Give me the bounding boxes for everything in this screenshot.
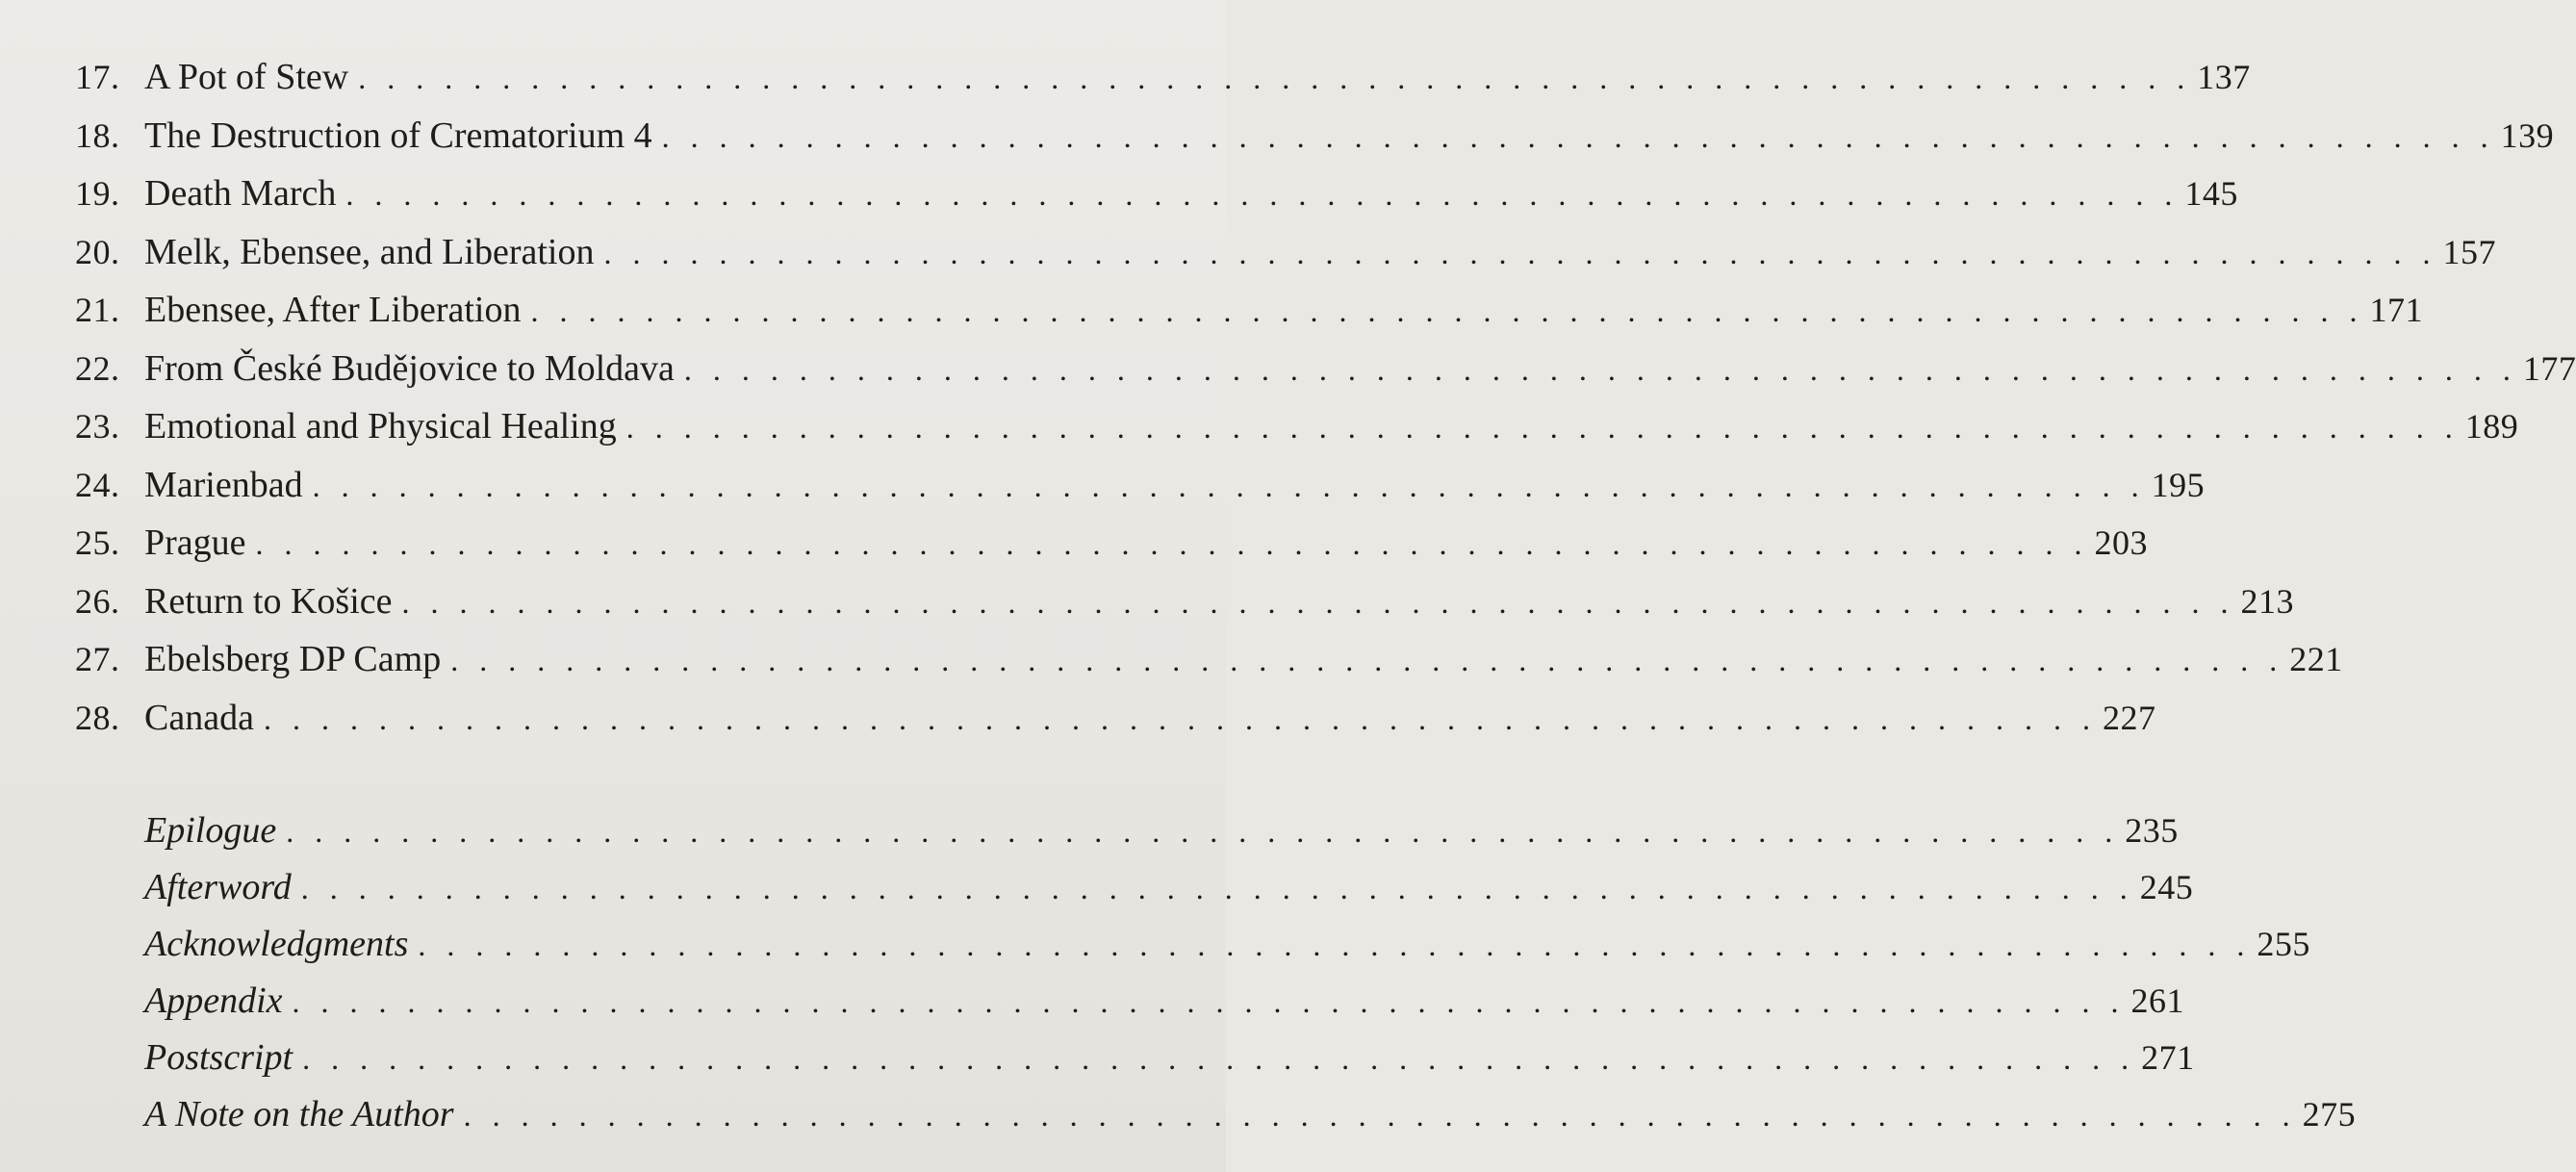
back-matter-title: Afterword <box>144 867 292 907</box>
back-matter-list <box>75 802 2357 1142</box>
dot-leader: . . . . . . . . . . . . . . . . . . . . . . . . . . . . . . . . . . . . . . . . . . . . . . . . . . . . . . . . . . . . . . . . <box>401 584 2235 620</box>
chapter-number: 26. <box>75 581 120 621</box>
chapter-list <box>75 48 2576 747</box>
toc-entry <box>75 858 2194 915</box>
page-number: 261 <box>2130 981 2185 1020</box>
chapter-title: Emotional and Physical Healing <box>144 406 617 446</box>
chapter-title: Ebelsberg DP Camp <box>144 639 442 679</box>
chapter-number: 28. <box>75 698 120 737</box>
toc-entry <box>75 573 2295 631</box>
dot-leader: . . . . . . . . . . . . . . . . . . . . . . . . . . . . . . . . . . . . . . . . . . . . . . . . . . . . . . . . . . . . . . . . <box>263 701 2097 736</box>
back-matter-title: Postscript <box>144 1037 293 1078</box>
chapter-title: From České Budějovice to Moldava <box>144 347 675 389</box>
chapter-title: Canada <box>144 697 254 738</box>
chapter-number: 19. <box>75 174 120 213</box>
chapter-number: 27. <box>75 640 120 678</box>
page-number: 203 <box>2094 523 2149 562</box>
chapter-title: Return to Košice <box>144 580 393 622</box>
dot-leader: . . . . . . . . . . . . . . . . . . . . . . . . . . . . . . . . . . . . . . . . . . . . . . . . . . . . . . . . . . . . . . . . <box>603 235 2437 270</box>
toc-entry <box>75 165 2238 223</box>
toc-entry <box>75 514 2149 573</box>
page-number: 139 <box>2500 115 2555 155</box>
page-number: 189 <box>2464 407 2519 446</box>
back-matter-title: Epilogue <box>144 810 277 851</box>
page-number: 245 <box>2139 868 2194 906</box>
dot-leader: . . . . . . . . . . . . . . . . . . . . . . . . . . . . . . . . . . . . . . . . . . . . . . . . . . . . . . . . . . . . . . . . <box>302 1041 2136 1076</box>
toc-entry <box>75 340 2576 398</box>
chapter-number: 22. <box>75 348 120 388</box>
toc-entry <box>75 48 2251 107</box>
back-matter-title: A Note on the Author <box>144 1094 454 1134</box>
page-number: 171 <box>2369 291 2423 329</box>
page-number: 235 <box>2125 811 2179 850</box>
dot-leader: . . . . . . . . . . . . . . . . . . . . . . . . . . . . . . . . . . . . . . . . . . . . . . . . . . . . . . . . . . . . . . . . <box>292 984 2126 1019</box>
chapter-number: 23. <box>75 407 120 446</box>
chapter-title: Melk, Ebensee, and Liberation <box>144 231 595 272</box>
toc-entry <box>75 281 2423 340</box>
chapter-title: A Pot of Stew <box>144 57 349 97</box>
back-matter-title: Acknowledgments <box>144 924 409 964</box>
chapter-title: Marienbad <box>144 464 303 505</box>
page-number: 255 <box>2257 925 2310 963</box>
dot-leader: . . . . . . . . . . . . . . . . . . . . . . . . . . . . . . . . . . . . . . . . . . . . . . . . . . . . . . . . . . . . . . . . <box>286 814 2120 849</box>
chapter-number: 21. <box>75 291 120 329</box>
dot-leader: . . . . . . . . . . . . . . . . . . . . . . . . . . . . . . . . . . . . . . . . . . . . . . . . . . . . . . . . . . . . . . . . <box>300 871 2134 905</box>
page-number: 213 <box>2240 581 2295 621</box>
page-number: 145 <box>2184 174 2238 213</box>
chapter-number: 18. <box>75 115 120 155</box>
toc-entry <box>75 1085 2357 1142</box>
back-matter-title: Appendix <box>144 981 283 1021</box>
toc-entry <box>75 456 2206 515</box>
page-number: 227 <box>2102 698 2156 737</box>
page-number: 137 <box>2197 58 2251 96</box>
page-number: 271 <box>2141 1038 2195 1077</box>
toc-entry <box>75 223 2496 282</box>
dot-leader: . . . . . . . . . . . . . . . . . . . . . . . . . . . . . . . . . . . . . . . . . . . . . . . . . . . . . . . . . . . . . . . . <box>463 1098 2297 1133</box>
dot-leader: . . . . . . . . . . . . . . . . . . . . . . . . . . . . . . . . . . . . . . . . . . . . . . . . . . . . . . . . . . . . . . . . <box>418 928 2252 962</box>
toc-entry <box>75 802 2179 858</box>
dot-leader: . . . . . . . . . . . . . . . . . . . . . . . . . . . . . . . . . . . . . . . . . . . . . . . . . . . . . . . . . . . . . . . . <box>625 410 2460 445</box>
dot-leader: . . . . . . . . . . . . . . . . . . . . . . . . . . . . . . . . . . . . . . . . . . . . . . . . . . . . . . . . . . . . . . . . <box>358 61 2192 95</box>
page-number: 221 <box>2289 640 2343 678</box>
toc-entry <box>75 1029 2195 1085</box>
dot-leader: . . . . . . . . . . . . . . . . . . . . . . . . . . . . . . . . . . . . . . . . . . . . . . . . . . . . . . . . . . . . . . . . <box>450 643 2284 677</box>
toc-entry <box>75 397 2519 456</box>
chapter-number: 20. <box>75 232 120 271</box>
toc-entry <box>75 915 2310 972</box>
page-number: 275 <box>2302 1095 2357 1134</box>
toc-entry <box>75 630 2343 689</box>
table-of-contents <box>75 48 2576 1142</box>
chapter-title: The Destruction of Crematorium 4 <box>144 115 652 156</box>
dot-leader: . . . . . . . . . . . . . . . . . . . . . . . . . . . . . . . . . . . . . . . . . . . . . . . . . . . . . . . . . . . . . . . . <box>312 468 2146 503</box>
toc-entry <box>75 107 2555 166</box>
chapter-title: Ebensee, After Liberation <box>144 290 522 330</box>
page-number: 177 <box>2522 348 2576 388</box>
dot-leader: . . . . . . . . . . . . . . . . . . . . . . . . . . . . . . . . . . . . . . . . . . . . . . . . . . . . . . . . . . . . . . . . <box>345 177 2180 212</box>
page-number: 157 <box>2442 232 2496 271</box>
chapter-number: 25. <box>75 523 120 562</box>
page-number: 195 <box>2151 465 2206 504</box>
dot-leader: . . . . . . . . . . . . . . . . . . . . . . . . . . . . . . . . . . . . . . . . . . . . . . . . . . . . . . . . . . . . . . . . <box>530 293 2364 328</box>
toc-entry <box>75 689 2156 748</box>
chapter-number: 17. <box>75 58 120 96</box>
chapter-number: 24. <box>75 465 120 504</box>
dot-leader: . . . . . . . . . . . . . . . . . . . . . . . . . . . . . . . . . . . . . . . . . . . . . . . . . . . . . . . . . . . . . . . . <box>661 118 2495 154</box>
dot-leader: . . . . . . . . . . . . . . . . . . . . . . . . . . . . . . . . . . . . . . . . . . . . . . . . . . . . . . . . . . . . . . . . <box>683 351 2517 387</box>
chapter-title: Prague <box>144 522 246 563</box>
toc-entry <box>75 972 2185 1029</box>
chapter-title: Death March <box>144 173 337 214</box>
dot-leader: . . . . . . . . . . . . . . . . . . . . . . . . . . . . . . . . . . . . . . . . . . . . . . . . . . . . . . . . . . . . . . . . <box>255 526 2089 561</box>
